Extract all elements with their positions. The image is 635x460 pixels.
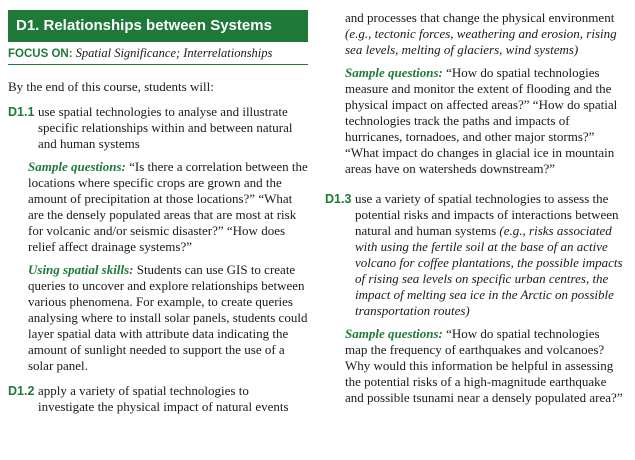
expectation-code: D1.2 xyxy=(8,384,35,398)
intro-text: By the end of this course, students will: xyxy=(8,79,214,94)
expectation-d1-3 xyxy=(325,191,625,319)
expectation-code: D1.3 xyxy=(325,192,352,206)
expectation-text: use a variety of spatial technologies to assess the potential risks and impacts of interactions between natural and human systems xyxy=(355,191,619,238)
expectation-text: use spatial technologies to analyse and illustrate specific relationships within and between natural and human systems xyxy=(38,104,293,151)
expectation-d1-2-continued xyxy=(345,10,625,58)
sample-questions-d1-3 xyxy=(345,326,625,406)
expectation-code: D1.1 xyxy=(8,105,35,119)
sample-questions-d1-1 xyxy=(28,159,308,255)
sample-questions-text: “Is there a correlation between the locations where specific crops are grown and the amount of precipitation at those locations?” “What are the densely populated areas that are most at risk for volcanic and/or seismic disaster?” “How does relief affect drainage systems?” xyxy=(28,159,308,254)
expectation-d1-1 xyxy=(8,104,308,152)
expectation-text-continued: and processes that change the physical environment xyxy=(345,10,615,25)
section-title: D1. Relationships between Systems xyxy=(8,10,308,42)
spatial-skills-label: Using spatial skills: xyxy=(28,262,134,277)
sample-questions-label: Sample questions: xyxy=(345,326,443,341)
spatial-skills-text: Students can use GIS to create queries to uncover and explore relationships between various phenomena. For example, to create queries analysing where to install solar panels, students could layer spatial data with attribute data indicating the amount of sunlight needed to support the use of a solar panel. xyxy=(28,262,308,373)
expectation-examples: (e.g., risks associated with using the fertile soil at the base of an active volcano for coffee plantations, the possible impacts of rising sea levels on specific urban centres, the impact of melting sea ice in the Arctic on possible transportation routes) xyxy=(355,223,623,318)
focus-label: FOCUS ON: xyxy=(8,48,73,60)
sample-questions-d1-2 xyxy=(345,65,625,177)
focus-line xyxy=(8,46,308,65)
sample-questions-text: “How do spatial technologies map the frequency of earthquakes and volcanoes? Why would this information be helpful in assessing the potential risks of a high-magnitude earthquake and possible tsunami near a densely populated area?” xyxy=(345,326,623,405)
expectation-body xyxy=(355,191,625,319)
sample-questions-label: Sample questions: xyxy=(28,159,126,174)
expectation-text: apply a variety of spatial technologies to investigate the physical impact of natural events xyxy=(38,383,289,414)
right-column xyxy=(325,0,625,406)
left-column xyxy=(8,0,308,415)
expectation-d1-2 xyxy=(8,383,308,415)
spatial-skills-d1-1 xyxy=(28,262,308,374)
focus-value: Spatial Significance; Interrelationships xyxy=(75,46,273,60)
sample-questions-label: Sample questions: xyxy=(345,65,443,80)
sample-questions-text: “How do spatial technologies measure and monitor the extent of flooding and the physical impact on affected areas?” “How do spatial technologies track the paths and impacts of hurricanes, tornadoes, and other major storms?” “What impact do changes in glacial ice in mountain areas have on watersheds downstream?” xyxy=(345,65,618,176)
expectation-examples: (e.g., tectonic forces, weathering and erosion, rising sea levels, melting of glaciers, wind systems) xyxy=(345,26,617,57)
